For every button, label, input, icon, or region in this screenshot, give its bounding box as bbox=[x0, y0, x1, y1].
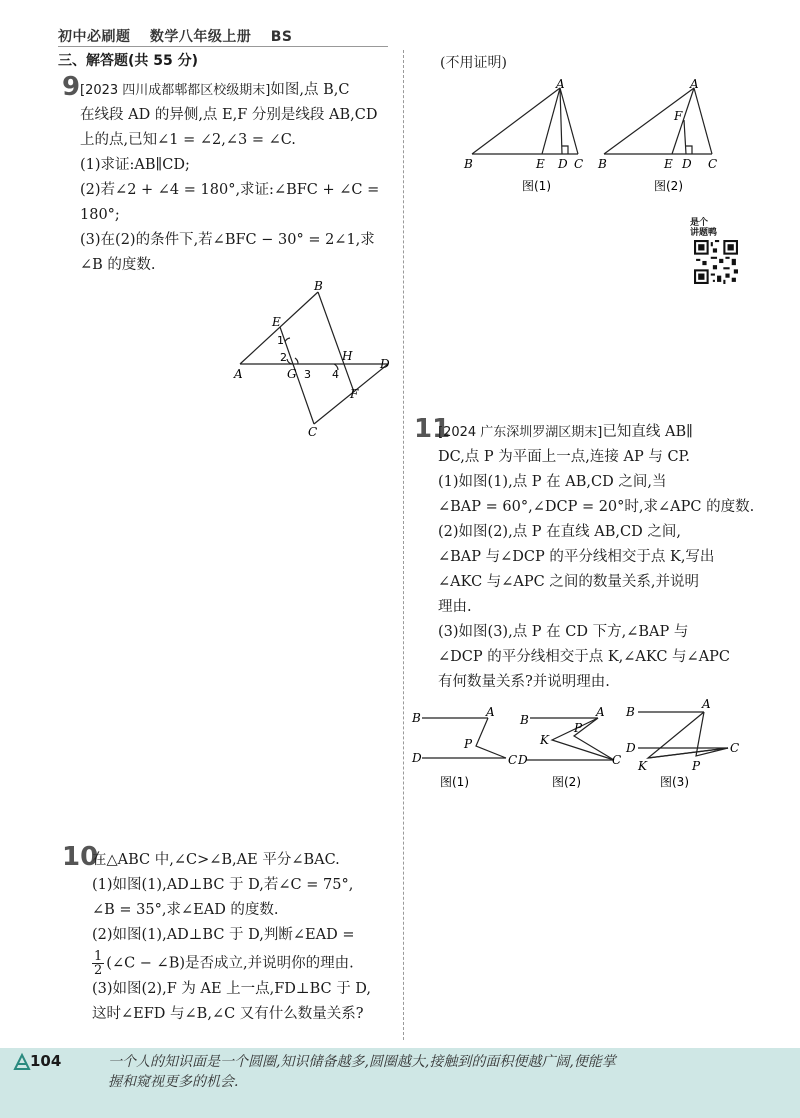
header-rule bbox=[58, 46, 388, 47]
section-title: 三、解答题(共 55 分) bbox=[58, 53, 199, 69]
text-line: 在△ABC 中,∠C>∠B,AE 平分∠BAC. bbox=[92, 852, 340, 868]
label-F: F bbox=[350, 387, 359, 401]
page-number: 104 bbox=[30, 1052, 62, 1070]
label-B: B bbox=[520, 713, 529, 727]
label-A: A bbox=[556, 78, 565, 91]
footer-motto bbox=[108, 1052, 788, 1092]
text-line: ∠AKC 与∠APC 之间的数量关系,并说明 bbox=[438, 574, 699, 590]
q11-figure-3 bbox=[624, 698, 754, 792]
label-E: E bbox=[536, 157, 545, 171]
text-line: (2)若∠2 + ∠4 = 180°,求证:∠BFC + ∠C = bbox=[80, 182, 380, 198]
fraction-denominator: 2 bbox=[94, 963, 103, 978]
label-D: D bbox=[558, 157, 568, 171]
text-line: (1)如图(1),AD⊥BC 于 D,若∠C = 75°, bbox=[92, 877, 354, 893]
fraction-numerator: 1 bbox=[94, 949, 103, 964]
figure-caption: 图(2) bbox=[654, 179, 683, 193]
label-C: C bbox=[708, 157, 718, 171]
q11-figure-2 bbox=[516, 702, 626, 792]
figure-caption: 图(2) bbox=[552, 775, 581, 789]
text-line: 上的点,已知∠1 = ∠2,∠3 = ∠C. bbox=[80, 132, 296, 148]
text-line: (3)如图(2),F 为 AE 上一点,FD⊥BC 于 D, bbox=[92, 981, 372, 997]
text-line: (2)如图(2),点 P 在直线 AB,CD 之间, bbox=[438, 524, 681, 540]
label-D: D bbox=[626, 741, 636, 755]
figure-caption: 图(3) bbox=[660, 775, 689, 789]
label-D: D bbox=[518, 753, 528, 767]
label-D: D bbox=[380, 357, 390, 371]
label-C: C bbox=[730, 741, 740, 755]
label-C: C bbox=[308, 425, 318, 439]
label-B: B bbox=[314, 280, 323, 293]
text-line: ∠BAP = 60°,∠DCP = 20°时,求∠APC 的度数. bbox=[438, 499, 755, 515]
text-line: 有何数量关系?并说明理由. bbox=[438, 674, 610, 690]
label-2: 2 bbox=[280, 351, 287, 364]
q10-note: (不用证明) bbox=[440, 55, 507, 71]
label-K: K bbox=[540, 733, 549, 747]
text-line: (1)求证:AB∥CD; bbox=[80, 157, 190, 173]
label-P: P bbox=[574, 721, 583, 735]
question-number: 10 bbox=[62, 842, 99, 872]
text-line: ∠B = 35°,求∠EAD 的度数. bbox=[92, 902, 279, 918]
pencil-icon bbox=[12, 1052, 32, 1072]
label-B: B bbox=[412, 711, 421, 725]
qr-label-line: 讲题鸭 bbox=[690, 228, 718, 238]
fraction-one-half bbox=[92, 950, 104, 977]
label-G: G bbox=[287, 367, 297, 381]
label-C: C bbox=[612, 753, 622, 767]
label-3: 3 bbox=[304, 368, 311, 381]
question-source: [2024 广东深圳罗湖区期末] bbox=[438, 425, 603, 440]
label-B: B bbox=[598, 157, 607, 171]
label-A: A bbox=[690, 78, 699, 91]
text-line: DC,点 P 为平面上一点,连接 AP 与 CP. bbox=[438, 449, 690, 465]
text-line: ∠DCP 的平分线相交于点 K,∠AKC 与∠APC bbox=[438, 649, 731, 665]
figure-caption: 图(1) bbox=[522, 179, 551, 193]
running-header bbox=[58, 26, 307, 46]
text-line: (1)如图(1),点 P 在 AB,CD 之间,当 bbox=[438, 474, 667, 490]
label-C: C bbox=[574, 157, 584, 171]
label-1: 1 bbox=[277, 334, 284, 347]
label-P: P bbox=[464, 737, 473, 751]
label-4: 4 bbox=[332, 368, 339, 381]
text-line: (3)在(2)的条件下,若∠BFC − 30° = 2∠1,求 bbox=[80, 232, 375, 248]
text-line: 在线段 AD 的异侧,点 E,F 分别是线段 AB,CD bbox=[80, 107, 378, 123]
label-B: B bbox=[626, 705, 635, 719]
label-F: F bbox=[674, 109, 683, 123]
question-body bbox=[92, 848, 400, 1027]
figure-caption: 图(1) bbox=[440, 775, 469, 789]
label-E: E bbox=[272, 315, 281, 329]
label-P: P bbox=[692, 759, 701, 773]
qr-code-icon[interactable] bbox=[694, 240, 738, 284]
subject-title: 数学八年级上册 bbox=[149, 29, 252, 45]
text-line: (2)如图(1),AD⊥BC 于 D,判断∠EAD = bbox=[92, 927, 355, 943]
text-line: 理由. bbox=[438, 599, 472, 615]
label-A: A bbox=[234, 367, 243, 381]
label-C: C bbox=[508, 753, 518, 767]
text-line: (∠C − ∠B)是否成立,并说明你的理由. bbox=[106, 955, 354, 972]
question-body bbox=[438, 420, 788, 695]
question-source: [2023 四川成都郫都区校级期末] bbox=[80, 83, 271, 98]
q10-figure-2 bbox=[596, 78, 726, 198]
motto-line: 一个人的知识面是一个圆圈,知识储备越多,圆圈越大,接触到的面积便越广阔,便能掌 bbox=[108, 1054, 616, 1070]
text-line: (3)如图(3),点 P 在 CD 下方,∠BAP 与 bbox=[438, 624, 689, 640]
text-line: ∠B 的度数. bbox=[80, 257, 156, 273]
qr-label bbox=[690, 218, 717, 238]
label-K: K bbox=[638, 759, 647, 773]
q9-figure bbox=[230, 280, 400, 440]
text-line: ∠BAP 与∠DCP 的平分线相交于点 K,写出 bbox=[438, 549, 715, 565]
motto-line: 握和窥视更多的机会. bbox=[108, 1074, 239, 1090]
text-line: 这时∠EFD 与∠B,∠C 又有什么数量关系? bbox=[92, 1006, 364, 1022]
qr-label-line: 是个 bbox=[690, 218, 709, 228]
question-number: 9 bbox=[62, 72, 81, 102]
label-B: B bbox=[464, 157, 473, 171]
label-D: D bbox=[682, 157, 692, 171]
q10-figure-1 bbox=[460, 78, 590, 198]
text-line: 如图,点 B,C bbox=[270, 82, 350, 98]
question-body bbox=[80, 78, 402, 278]
label-E: E bbox=[664, 157, 673, 171]
label-A: A bbox=[702, 698, 711, 711]
label-H: H bbox=[342, 349, 353, 363]
text-line: 180°; bbox=[80, 207, 120, 223]
label-D: D bbox=[412, 751, 422, 765]
text-line: 已知直线 AB∥ bbox=[602, 424, 693, 440]
label-A: A bbox=[486, 705, 495, 719]
edition-label: BS bbox=[270, 29, 293, 45]
question-number: 11 bbox=[414, 414, 451, 444]
label-A: A bbox=[596, 705, 605, 719]
q11-figure-1 bbox=[410, 702, 520, 792]
column-divider bbox=[403, 50, 404, 1040]
book-title: 初中必刷题 bbox=[58, 29, 131, 45]
